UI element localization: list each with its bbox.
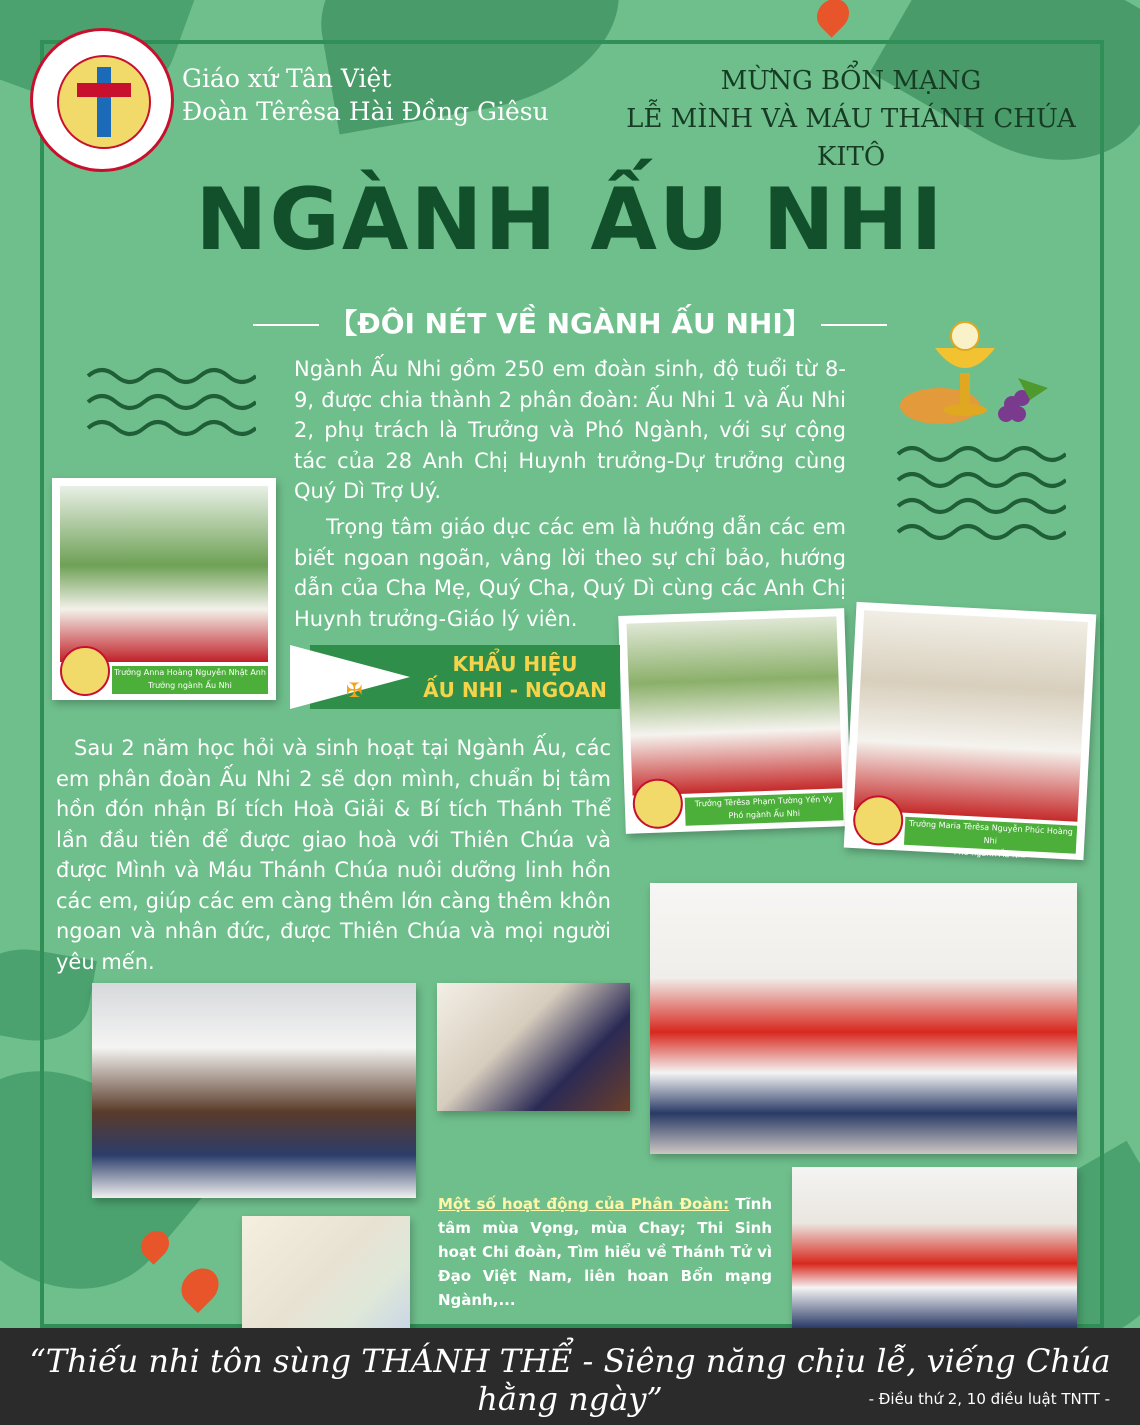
activity-photo (242, 1216, 410, 1328)
slogan-text (410, 651, 620, 703)
feast-heading (588, 62, 1114, 176)
parish-heading (182, 62, 549, 128)
leader-photo (844, 602, 1097, 860)
slogan-banner (290, 645, 620, 709)
photo-caption (904, 817, 1077, 861)
cross-emblem-icon: ✠ (346, 678, 363, 702)
activity-photo (792, 1167, 1077, 1328)
activities-body: Tĩnh tâm mùa Vọng, mùa Chay; Thi Sinh hoạt Chi đoàn, Tìm hiểu về Thánh Tử vì Đạo Việt Nam, liên hoan Bổn mạng Ngành,... (438, 1195, 773, 1309)
wave-decoration (86, 362, 256, 442)
photo-caption (685, 792, 844, 825)
cross-icon (97, 67, 111, 137)
activity-photo (437, 983, 630, 1111)
leader-role: Phó ngành Ấu Nhi (728, 808, 801, 821)
activity-photo (92, 983, 416, 1198)
troop-badge (60, 646, 110, 696)
slogan-line1: KHẨU HIỆU (452, 652, 578, 676)
cross-bar-icon (77, 83, 131, 97)
footer-source: - Điều thứ 2, 10 điều luật TNTT - (868, 1390, 1110, 1408)
feast-line2: LỄ MÌNH VÀ MÁU THÁNH CHÚA KITÔ (626, 104, 1076, 172)
parish-name: Giáo xứ Tân Việt (182, 64, 392, 93)
logo-emblem (57, 55, 151, 149)
divider (821, 324, 887, 326)
leader-name: Trưởng Têrêsa Phạm Tường Yến Vy (694, 794, 833, 809)
group-name: Đoàn Têrêsa Hài Đồng Giêsu (182, 97, 549, 126)
activity-photo (650, 883, 1077, 1154)
troop-badge (632, 778, 684, 830)
intro-paragraph: Ngành Ấu Nhi gồm 250 em đoàn sinh, độ tuổi từ 8-9, được chia thành 2 phân đoàn: Ấu Nhi 1 và Ấu Nhi 2, phụ trách là Trưởng và Phó Ngành, với sự cộng tác của 28 Anh Chị Huynh trưởng-Dự trưởng cùng Quý Dì Trợ Uý. (294, 357, 846, 503)
leader-name: Trưởng Anna Hoàng Nguyễn Nhật Anh (114, 668, 266, 677)
leader-name: Trưởng Maria Têrêsa Nguyễn Phúc Hoàng Nhi (908, 818, 1074, 846)
leader-portrait (627, 616, 843, 795)
leader-portrait (60, 486, 268, 662)
church-photo (92, 983, 416, 1198)
page-title: NGÀNH ẤU NHI (195, 170, 945, 270)
leader-photo (618, 608, 851, 834)
group-photo (650, 883, 1077, 1154)
divider (253, 324, 319, 326)
wave-decoration (896, 440, 1066, 540)
activities-text (438, 1192, 772, 1312)
leader-role: Phó ngành Ấu Nhi (953, 847, 1026, 861)
group-photo (792, 1167, 1077, 1328)
focus-paragraph: Trọng tâm giáo dục các em là hướng dẫn các em biết ngoan ngoãn, vâng lời theo sự chỉ bảo, hướng dẫn của Cha Mẹ, Quý Cha, Quý Dì cùng các Anh Chị Huynh trưởng-Giáo lý viên. (294, 515, 846, 631)
footer-quote: “Thiếu nhi tôn sùng THÁNH THỂ - Siêng năng chịu lễ, viếng Chúa hằng ngày” (29, 1342, 1111, 1418)
leader-portrait (854, 610, 1088, 821)
leader-role: Trưởng ngành Ấu Nhi (148, 681, 232, 690)
slogan-line2: ẤU NHI - NGOAN (423, 678, 607, 702)
eucharist-icon (900, 318, 1050, 428)
flower-icon (810, 0, 855, 38)
parish-logo (30, 28, 174, 172)
leader-photo (52, 478, 276, 700)
photo-caption (112, 666, 268, 694)
communion-photo (242, 1216, 410, 1328)
after-paragraph: Sau 2 năm học hỏi và sinh hoạt tại Ngành Ấu, các em phân đoàn Ấu Nhi 2 sẽ dọn mình, chuẩn bị tâm hồn đón nhận Bí tích Hoà Giải & Bí tích Thánh Thể lần đầu tiên để được giao hoà với Thiên Chúa và được Mình và Máu Thánh Chúa nuôi dưỡng linh hồn các em, giúp các em càng thêm lớn càng thêm khôn ngoan và nhân đức, được Thiên Chúa và mọi người yêu mến. (56, 736, 611, 974)
activities-label: Một số hoạt động của Phân Đoàn: (438, 1195, 730, 1213)
section-heading-text: 【ĐÔI NÉT VỀ NGÀNH ẤU NHI】 (329, 307, 811, 340)
confession-photo (437, 983, 630, 1111)
feast-line1: MỪNG BỔN MẠNG (720, 66, 982, 96)
